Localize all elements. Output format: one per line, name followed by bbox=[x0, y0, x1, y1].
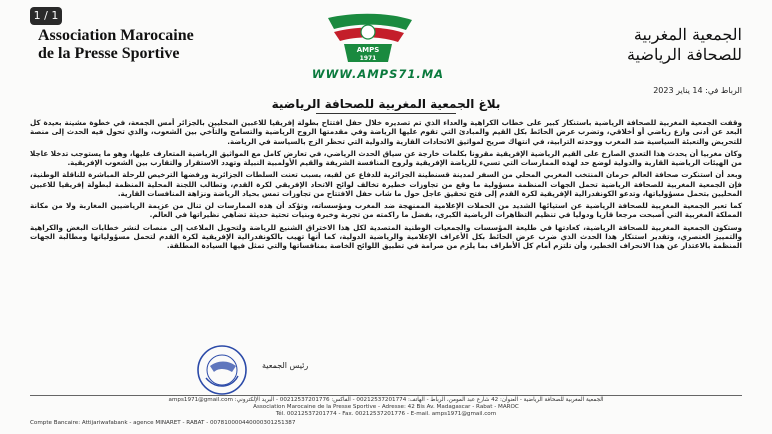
body-paragraph: وستكون الجمعية المغربية للصحافة الرياضية، كعادتها في طليعة المؤسسات والجمعيات الوطنية المتصدية لكل هذا الاختراق الشنيع للرياضة ولتحويل الملاعب إلى منصات لنشر خطابات البغض والكراهية والتمييز العنصري، وتقدير استنكار هذا الحدث الذي ضرب عرض الحائط بكل الأعراف الإعلامية والرياضية الدولية، كما أنها تهيب بالكونفدرالية الإفريقية لكرة القدم لتحمل مسؤولياتها ومطالبة الجهات المنظمة بالاعتذار عن هذا الانحراف الخطير، وأن تلتزم أمام كل الأطراف بما يلزم من صرامة في تطبيق اللوائح الخاصة بمنافساتها والتي تمثل فيها السيادة المطلقة. bbox=[30, 222, 742, 250]
body-paragraph: وكان مغربيا أن يحدث هذا التعدي الصارخ على القيم الرياضية الإفريقية مقرونا بكلمات خارجة عن سياق الحدث الرياضي، في تعارض كامل مع المواثيق الرياضية المتعارف عليها، وهو ما يستوجب تدخلا عاجلا من الهيئات الرياضية القارية والدولية لوضع حد لهذه الممارسات التي تسيء للرياضة الإفريقية ولروح المنافسة الشريفة والقيم الأولمبية النبيلة وتهدد الاستقرار والتقارب بين الشعوب الإفريقية. bbox=[30, 148, 742, 167]
document-date: الرباط في: 14 يناير 2023 bbox=[653, 86, 742, 95]
logo-year: 1971 bbox=[359, 55, 377, 62]
footer-line-bank: Compte Bancaire: Attijariwafabank - agence MINARET - RABAT - 007810000440000301251387 bbox=[30, 419, 296, 426]
footer-line-address: Association Marocaine de la Presse Sportive - Adresse: 42 Bis Av. Madagascar - Rabat - MAROC bbox=[253, 404, 519, 411]
document-footer bbox=[30, 397, 742, 427]
association-name-french-line2: de la Presse Sportive bbox=[38, 45, 180, 62]
association-name-arabic bbox=[562, 25, 742, 65]
body-paragraph: وقفت الجمعية المغربية للصحافة الرياضية باستنكار كبير على خطاب الكراهية والعداء الذي تم تصديره خلال حفل افتتاح بطولة إفريقيا للاعبين المحليين بالجزائر أمس الجمعة، في خطوة مشينة بعيدة كل البعد عن أدنى وازع رياضي أو أخلاقي، وتضرب عرض الحائط بكل القيم والمبادئ التي تقوم عليها الرياضة وفي مقدمتها الروح الرياضية والتسامح والتآخي بين الشعوب، والذي تحول فيه الحدث إلى منصة للتحريض والتعبئة السياسية ضد المغرب ووحدته الترابية، في انتهاك صريح لمواثيق الاتحادات القارية والدولية التي تحظر الزج بالسياسة في الرياضة. bbox=[30, 118, 742, 146]
signature-label: رئيس الجمعية bbox=[262, 361, 309, 370]
body-paragraph: كما تعبر الجمعية المغربية للصحافة الرياضية عن استيائها الشديد من الحملات الإعلامية الممنهجة ضد المغرب ومؤسساته، وتؤكد أن هذه الممارسات لن تنال من عزيمة الرياضيين المغاربة ولا من مكانة المملكة المغربية التي أصبحت مرجعا قاريا ودوليا في تنظيم التظاهرات الرياضية الكبرى، بفضل ما راكمته من تجربة وخبرة وبنيات تحتية حديثة تضاهي نظيراتها في العالم. bbox=[30, 201, 742, 220]
association-name-french-line1: Association Marocaine bbox=[38, 27, 194, 44]
association-name-arabic-line1: الجمعية المغربية bbox=[633, 25, 742, 44]
title-underline bbox=[316, 113, 456, 114]
footer-divider bbox=[30, 395, 742, 396]
document-body bbox=[30, 118, 742, 253]
website-url: WWW.AMPS71.MA bbox=[311, 67, 445, 81]
logo-text: AMPS bbox=[356, 46, 380, 54]
association-name-french bbox=[38, 27, 194, 63]
logo-ball-icon bbox=[361, 25, 375, 39]
association-stamp bbox=[196, 344, 248, 396]
document-title: بلاغ الجمعية المغربية للصحافة الرياضية bbox=[271, 97, 501, 111]
body-paragraph: وبعد أن استنكرت صحافة العالم حرمان المنتخب المغربي المحلي من السفر لمدينة قسنطينة الجزائرية للدفاع عن لقبه، بسبب تعنت السلطات الجزائرية ورفضها الترخيص للرحلة المباشرة للناقلة الوطنية، فإن الجمعية المغربية للصحافة الرياضية تحمل الجهات المنظمة مسؤولية ما وقع من تجاوزات خطيرة تخالف لوائح الاتحاد الإفريقي لكرة القدم، وتطالب اللجنة المحلية المنظمة لبطولة إفريقيا للاعبين المحليين بتحمل مسؤولياتها، وتدعو الكونفدرالية الإفريقية لكرة القدم إلى فتح تحقيق عاجل حول ما شاب حفل الافتتاح من تجاوزات تمس بحياد الرياضة ونزاهة المنافسات القارية. bbox=[30, 170, 742, 198]
amps-logo bbox=[308, 10, 428, 68]
page-counter: 1 / 1 bbox=[30, 7, 62, 25]
footer-line-contact: Tél. 00212537201774 - Fax. 00212537201776 - E-mail. amps1971@gmail.com bbox=[275, 411, 497, 418]
footer-line-arabic: الجمعية المغربية للصحافة الرياضية - العنوان: 42 شارع عبد المومن، الرباط - الهاتف: 00212537201774 - الفاكس: 00212537201776 - البريد الإلكتروني: amps1971@gmail.com bbox=[168, 397, 604, 403]
association-name-arabic-line2: للصحافة الرياضية bbox=[626, 45, 742, 64]
